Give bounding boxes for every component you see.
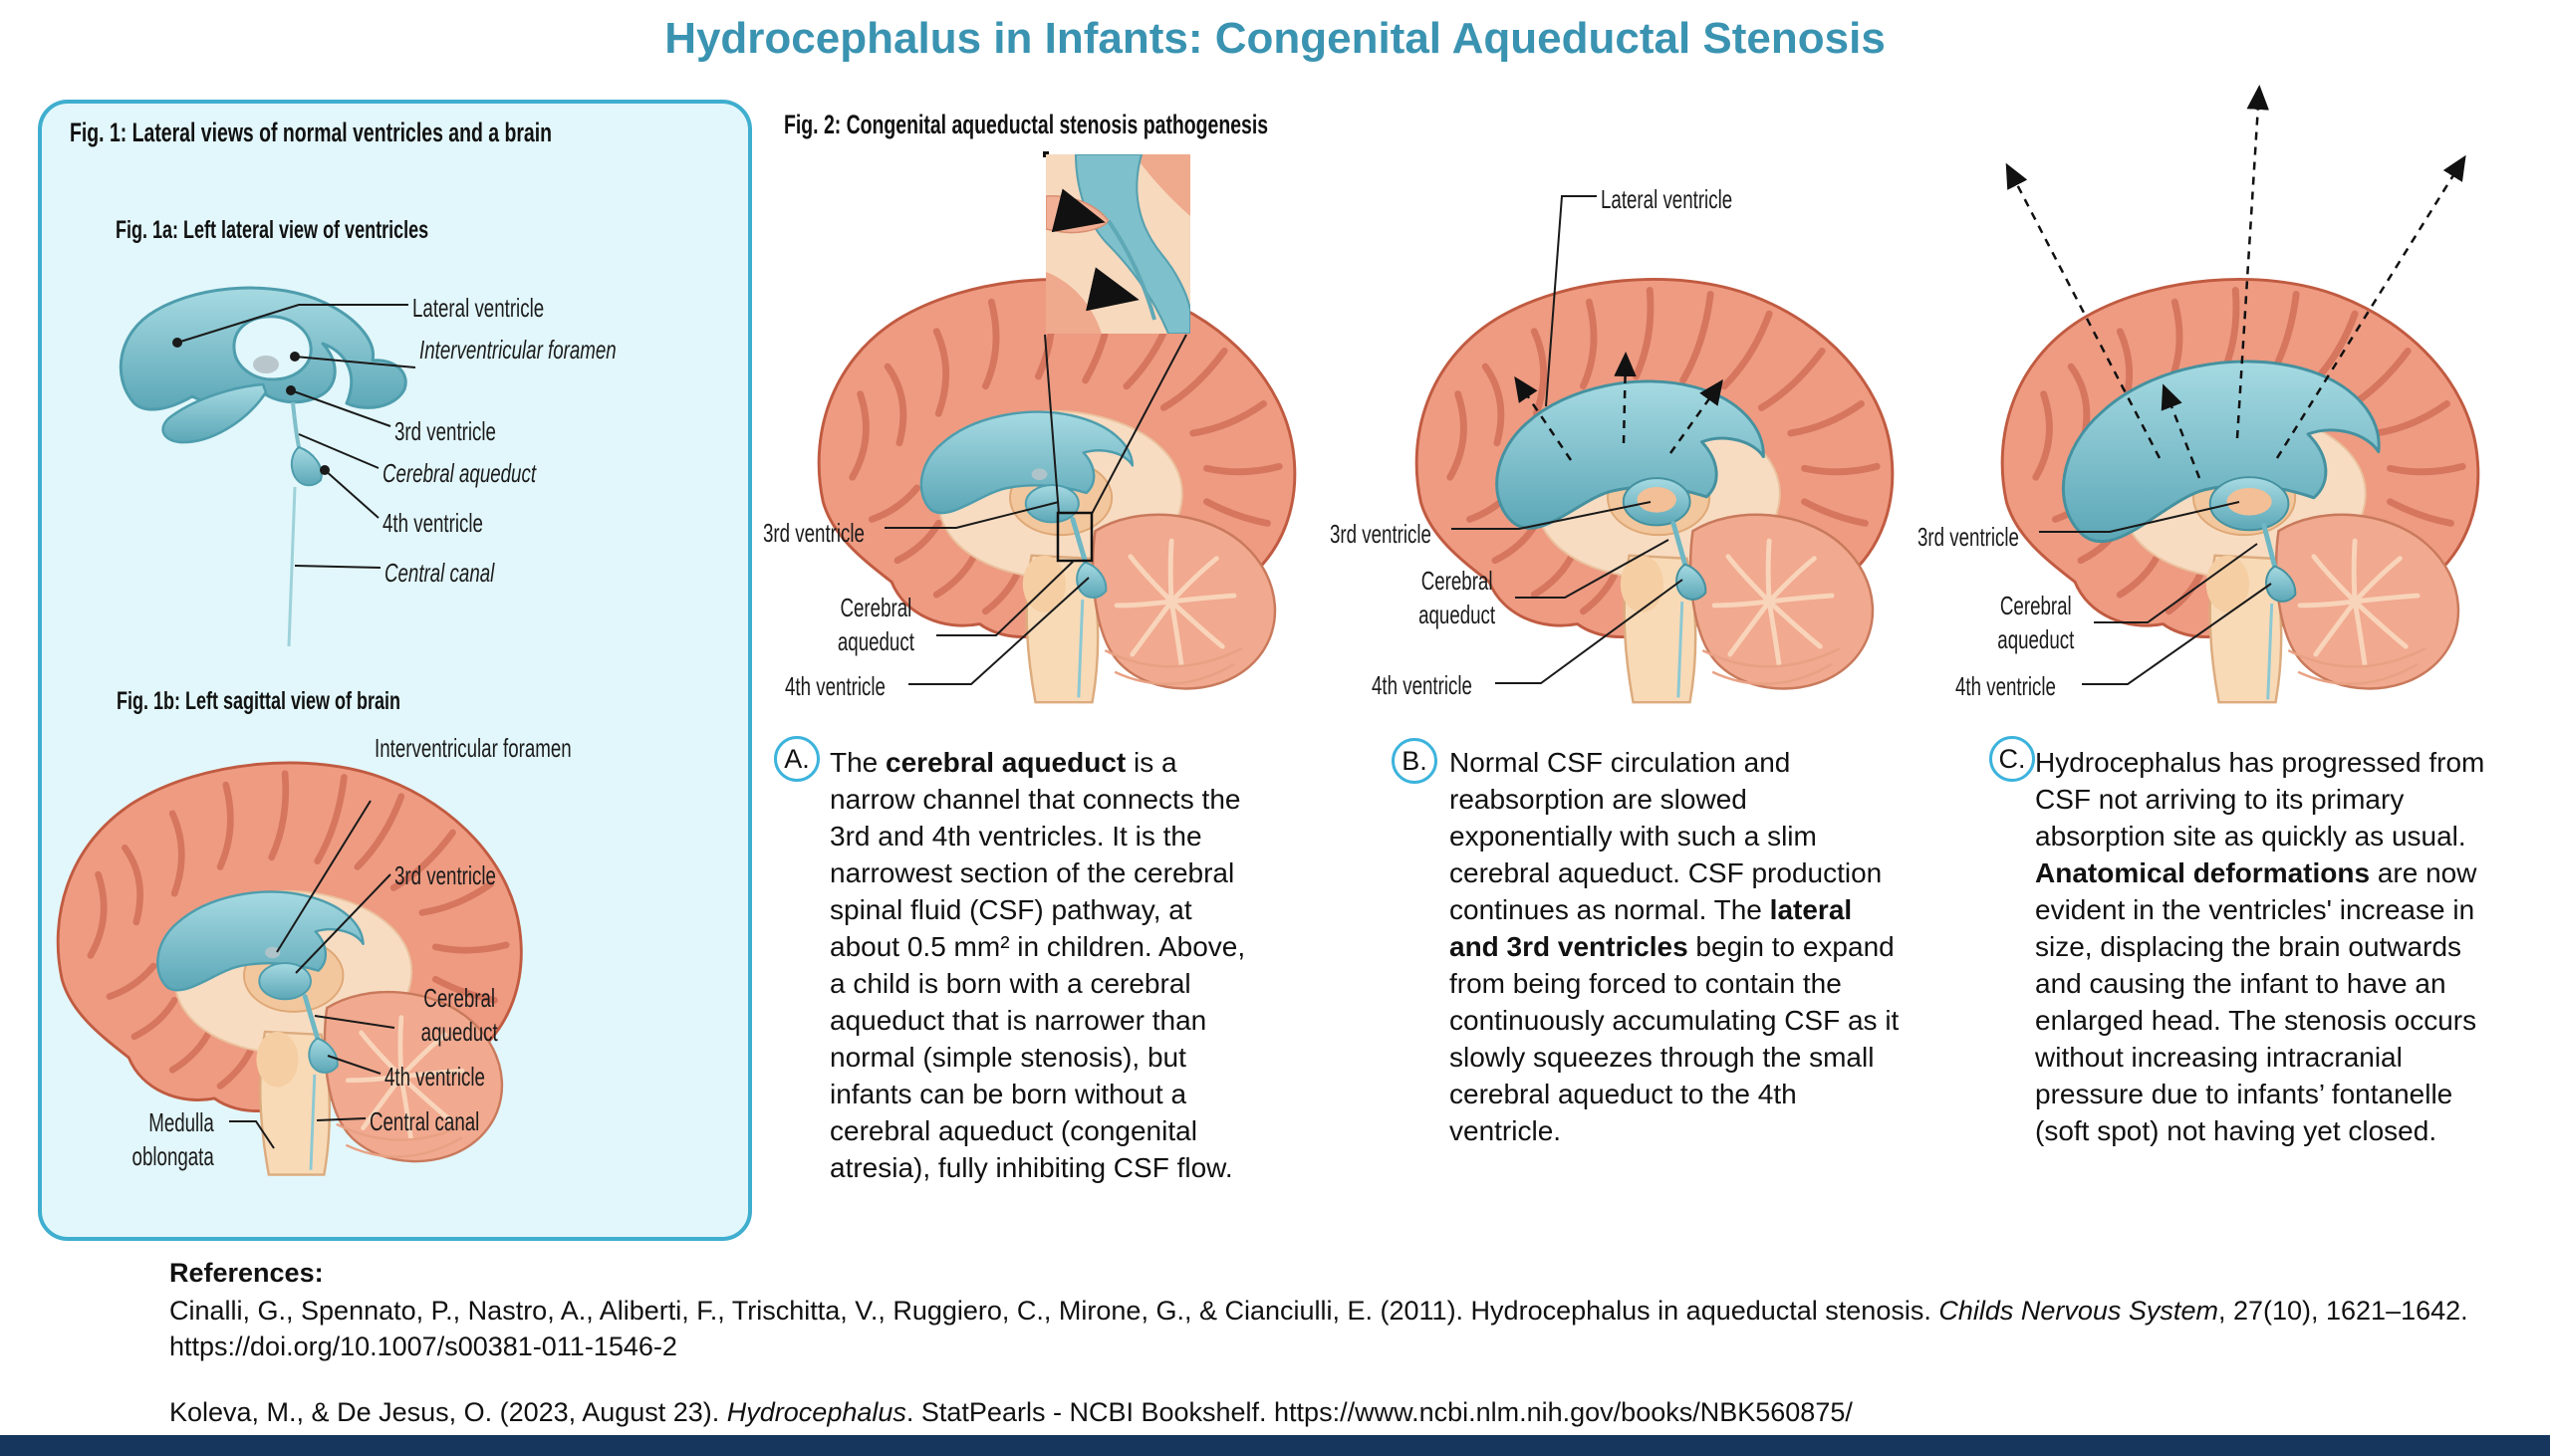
step-letter-c: C. [1989, 736, 2035, 782]
fig1-heading: Fig. 1: Lateral views of normal ventricles and a brain [70, 118, 552, 147]
label-fourth-ventricle: 4th ventricle [1372, 670, 1472, 700]
caption-c: Hydrocephalus has progressed from CSF not arriving to its primary absorption site as quickly as usual. Anatomical deformations are now evident in the ventricles' increase in size, displacing the brain outwards and causing the infant to have an enlarged head. The stenosis occurs without increasing intracranial pressure due to infants’ fontanelle (soft spot) not having yet closed. [2035, 747, 2485, 1146]
references-heading: References: [169, 1258, 324, 1288]
label-fourth-ventricle: 4th ventricle [785, 671, 886, 701]
label-central-canal: Central canal [384, 558, 495, 588]
aqueduct-zoom-inset [1043, 151, 1049, 157]
label-interventricular-foramen: Interventricular foramen [419, 335, 617, 364]
fig2-brain-c [1911, 60, 2550, 727]
stenosed-aqueduct-magnified [1046, 154, 1190, 334]
label-fourth-ventricle: 4th ventricle [384, 1062, 485, 1092]
caption-a: The cerebral aqueduct is a narrow channel that connects the 3rd and 4th ventricles. It is the narrowest section of the cerebral spinal fluid (CSF) pathway, at about 0.5 mm² in children. Above, a child is born with a cerebral aqueduct that is narrower than normal (simple stenosis), but infants can be born without a cerebral aqueduct (congenital atresia), fully inhibiting CSF flow. [830, 747, 1246, 1183]
label-fourth-ventricle: 4th ventricle [382, 508, 483, 538]
caption-b: Normal CSF circulation and reabsorption are slowed exponentially with such a slim cerebral aqueduct. CSF production continues as normal. The lateral and 3rd ventricles begin to expand from being forced to contain the continuously accumulating CSF as it slowly squeezes through the small cerebral aqueduct to the 4th ventricle. [1449, 747, 1900, 1146]
page-title: Hydrocephalus in Infants: Congenital Aqueductal Stenosis [664, 14, 1886, 63]
fig1b-heading: Fig. 1b: Left sagittal view of brain [117, 687, 401, 715]
label-third-ventricle: 3rd ventricle [1330, 519, 1431, 549]
label-cerebral-aqueduct: Cerebral aqueduct [1418, 566, 1496, 629]
fig1a-ventricles-illustration [121, 288, 405, 646]
reference-citation: Koleva, M., & De Jesus, O. (2023, August 23). Hydrocephalus. StatPearls - NCBI Bookshelf. https://www.ncbi.nlm.nih.gov/books/NBK560875/ [169, 1397, 1853, 1427]
label-third-ventricle: 3rd ventricle [394, 860, 496, 890]
step-letter-b: B. [1392, 738, 1437, 784]
label-third-ventricle: 3rd ventricle [394, 416, 496, 446]
fig2-brain-a [757, 90, 1360, 727]
fig1a-heading: Fig. 1a: Left lateral view of ventricles [116, 216, 429, 244]
step-letter-a: A. [774, 736, 820, 782]
label-fourth-ventricle: 4th ventricle [1955, 671, 2056, 701]
fig1-panel [38, 100, 752, 1241]
fig2-brain-b [1320, 90, 1932, 727]
label-interventricular-foramen: Interventricular foramen [375, 733, 572, 763]
label-cerebral-aqueduct: Cerebral aqueduct [1997, 591, 2075, 654]
label-cerebral-aqueduct: Cerebral aqueduct [420, 983, 498, 1047]
label-lateral-ventricle: Lateral ventricle [412, 293, 545, 323]
footer-bar [0, 1435, 2550, 1456]
references-section [169, 1255, 2490, 1430]
label-cerebral-aqueduct: Cerebral aqueduct [837, 593, 914, 656]
reference-citation: Cinalli, G., Spennato, P., Nastro, A., Aliberti, F., Trischitta, V., Ruggiero, C., Mirone, G., & Cianciulli, E. (2011). Hydrocephalus in aqueductal stenosis. Childs Nervous System, 27(10), 1621–1642. https://doi.org/10.1007/s00381-011-1546-2 [169, 1296, 2468, 1361]
label-third-ventricle: 3rd ventricle [1917, 522, 2019, 552]
label-cerebral-aqueduct: Cerebral aqueduct [382, 458, 537, 488]
label-central-canal: Central canal [370, 1106, 480, 1136]
label-lateral-ventricle: Lateral ventricle [1601, 184, 1733, 214]
fig2-heading: Fig. 2: Congenital aqueductal stenosis pathogenesis [784, 110, 1269, 139]
label-medulla-oblongata: Medulla oblongata [131, 1107, 214, 1171]
label-third-ventricle: 3rd ventricle [763, 518, 865, 548]
